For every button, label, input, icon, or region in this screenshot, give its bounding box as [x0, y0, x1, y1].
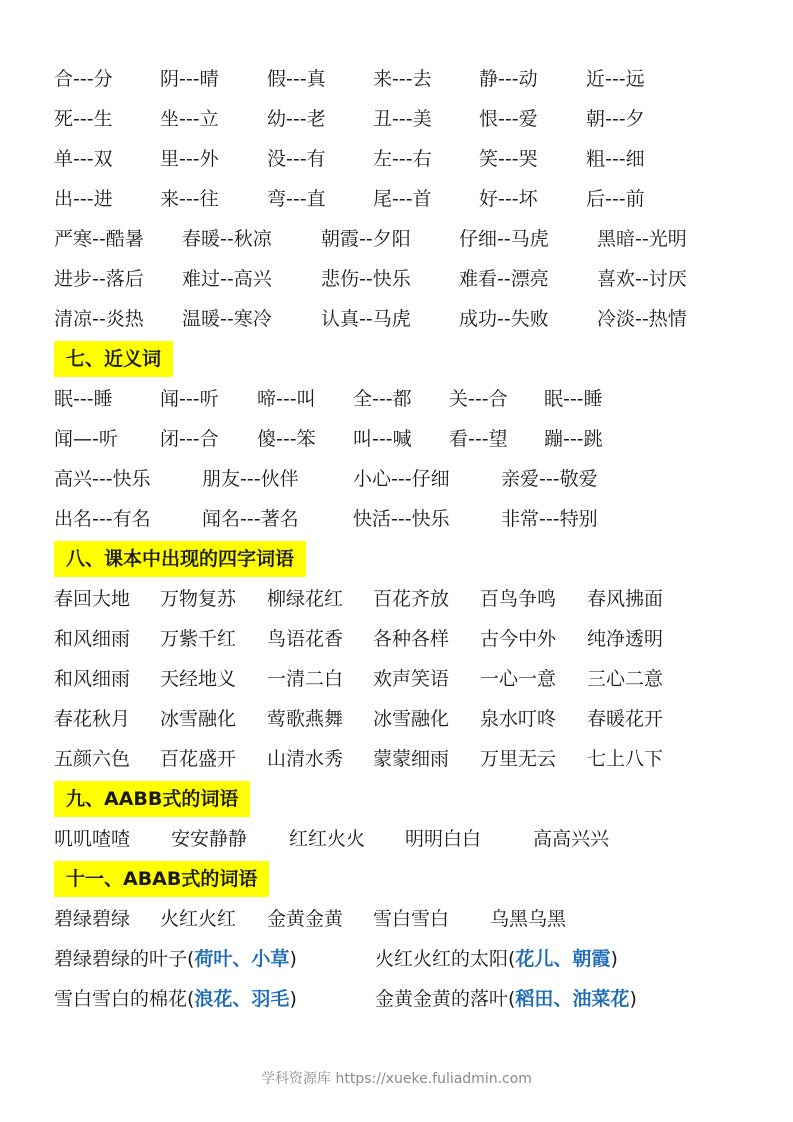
aabb-word: 安安静静	[171, 828, 248, 850]
idiom: 欢声笑语	[373, 668, 450, 690]
phrase-text: 雪白雪白的棉花(	[54, 988, 195, 1010]
word-pair: 合---分	[54, 68, 113, 90]
phrase-close: )	[610, 948, 618, 970]
word-pair: 好---坏	[479, 188, 538, 210]
phrase-close: )	[629, 988, 637, 1010]
phrase-close: )	[289, 948, 297, 970]
idiom: 柳绿花红	[267, 588, 344, 610]
word-pair: 春暖--秋凉	[182, 228, 272, 250]
word-pair: 严寒--酷暑	[54, 228, 144, 250]
abab-phrase	[375, 984, 637, 1014]
word-pair: 恨---爱	[479, 108, 538, 130]
word-pair: 进步--落后	[54, 268, 144, 290]
idiom: 七上八下	[587, 748, 664, 770]
word-pair: 亲爱---敬爱	[501, 468, 598, 490]
word-pair: 闭---合	[160, 428, 219, 450]
idiom: 万里无云	[480, 748, 557, 770]
word-pair: 没---有	[267, 148, 326, 170]
word-pair: 闻—-听	[54, 428, 118, 450]
abab-phrase	[54, 944, 297, 974]
word-pair: 朝---夕	[586, 108, 645, 130]
word-pair: 里---外	[160, 148, 219, 170]
phrase-text: 火红火红的太阳(	[375, 948, 516, 970]
word-pair: 闻名---著名	[202, 508, 299, 530]
word-pair: 单---双	[54, 148, 113, 170]
aabb-word: 明明白白	[405, 828, 482, 850]
word-pair: 死---生	[54, 108, 113, 130]
idiom: 和风细雨	[54, 668, 131, 690]
idiom: 三心二意	[587, 668, 664, 690]
word-pair: 黑暗--光明	[597, 228, 687, 250]
abab-phrase	[375, 944, 618, 974]
word-pair: 悲伤--快乐	[321, 268, 411, 290]
word-pair: 眠---睡	[544, 388, 603, 410]
word-pair: 认真--马虎	[321, 308, 411, 330]
aabb-word: 高高兴兴	[533, 828, 610, 850]
abab-word: 乌黑乌黑	[490, 908, 567, 930]
word-pair: 出---进	[54, 188, 113, 210]
word-pair: 眠---睡	[54, 388, 113, 410]
word-pair: 叫---喊	[353, 428, 412, 450]
aabb-word: 红红火火	[289, 828, 366, 850]
abab-word: 金黄金黄	[267, 908, 344, 930]
idiom: 春回大地	[54, 588, 131, 610]
word-pair: 难过--高兴	[182, 268, 272, 290]
page-footer: 学科资源库 https://xueke.fuliadmin.com	[261, 1071, 532, 1087]
idiom: 纯净透明	[587, 628, 664, 650]
word-pair: 近---远	[586, 68, 645, 90]
phrase-examples: 稻田、油菜花	[515, 988, 630, 1010]
word-pair: 关---合	[449, 388, 508, 410]
idiom: 泉水叮咚	[480, 708, 557, 730]
idiom: 冰雪融化	[373, 708, 450, 730]
word-pair: 难看--漂亮	[459, 268, 549, 290]
word-pair: 仔细--马虎	[459, 228, 549, 250]
word-pair: 傻---笨	[257, 428, 316, 450]
word-pair: 后---前	[586, 188, 645, 210]
phrase-text: 碧绿碧绿的叶子(	[54, 948, 195, 970]
section-heading-aabb: 九、AABB式的词语	[54, 781, 250, 817]
abab-phrase	[54, 984, 297, 1014]
idiom: 百花盛开	[160, 748, 237, 770]
phrase-text: 金黄金黄的落叶(	[375, 988, 516, 1010]
idiom: 五颜六色	[54, 748, 131, 770]
idiom: 古今中外	[480, 628, 557, 650]
word-pair: 快活---快乐	[353, 508, 450, 530]
word-pair: 啼---叫	[257, 388, 316, 410]
word-pair: 朋友---伙伴	[202, 468, 299, 490]
phrase-examples: 花儿、朝霞	[515, 948, 611, 970]
word-pair: 全---都	[353, 388, 412, 410]
word-pair: 看---望	[449, 428, 508, 450]
idiom: 一清二白	[267, 668, 344, 690]
word-pair: 粗---细	[586, 148, 645, 170]
word-pair: 蹦---跳	[544, 428, 603, 450]
word-pair: 清凉--炎热	[54, 308, 144, 330]
word-pair: 阴---晴	[160, 68, 219, 90]
word-pair: 来---往	[160, 188, 219, 210]
idiom: 和风细雨	[54, 628, 131, 650]
idiom: 万紫千红	[160, 628, 237, 650]
word-pair: 朝霞--夕阳	[321, 228, 411, 250]
idiom: 山清水秀	[267, 748, 344, 770]
word-pair: 弯---直	[267, 188, 326, 210]
phrase-examples: 荷叶、小草	[194, 948, 290, 970]
section-heading-abab: 十一、ABAB式的词语	[54, 861, 269, 897]
word-pair: 左---右	[373, 148, 432, 170]
word-pair: 冷淡--热情	[597, 308, 687, 330]
word-pair: 笑---哭	[479, 148, 538, 170]
idiom: 天经地义	[160, 668, 237, 690]
word-pair: 坐---立	[160, 108, 219, 130]
abab-word: 碧绿碧绿	[54, 908, 131, 930]
word-pair: 丑---美	[373, 108, 432, 130]
word-pair: 来---去	[373, 68, 432, 90]
word-pair: 静---动	[479, 68, 538, 90]
word-pair: 高兴---快乐	[54, 468, 151, 490]
word-pair: 喜欢--讨厌	[597, 268, 687, 290]
idiom: 蒙蒙细雨	[373, 748, 450, 770]
idiom: 春暖花开	[587, 708, 664, 730]
idiom: 各种各样	[373, 628, 450, 650]
abab-word: 火红火红	[160, 908, 237, 930]
idiom: 百花齐放	[373, 588, 450, 610]
idiom: 鸟语花香	[267, 628, 344, 650]
word-pair: 闻---听	[160, 388, 219, 410]
word-pair: 尾---首	[373, 188, 432, 210]
idiom: 春花秋月	[54, 708, 131, 730]
abab-word: 雪白雪白	[373, 908, 450, 930]
idiom: 百鸟争鸣	[480, 588, 557, 610]
phrase-close: )	[289, 988, 297, 1010]
section-heading-synonyms: 七、近义词	[54, 341, 173, 377]
word-pair: 温暖--寒冷	[182, 308, 272, 330]
word-pair: 幼---老	[267, 108, 326, 130]
section-heading-four-char-words: 八、课本中出现的四字词语	[54, 541, 306, 577]
idiom: 万物复苏	[160, 588, 237, 610]
word-pair: 成功--失败	[459, 308, 549, 330]
idiom: 春风拂面	[587, 588, 664, 610]
phrase-examples: 浪花、羽毛	[194, 988, 290, 1010]
word-pair: 小心---仔细	[353, 468, 450, 490]
word-pair: 非常---特别	[501, 508, 598, 530]
aabb-word: 叽叽喳喳	[54, 828, 131, 850]
word-pair: 出名---有名	[54, 508, 151, 530]
idiom: 莺歌燕舞	[267, 708, 344, 730]
idiom: 冰雪融化	[160, 708, 237, 730]
idiom: 一心一意	[480, 668, 557, 690]
word-pair: 假---真	[267, 68, 326, 90]
